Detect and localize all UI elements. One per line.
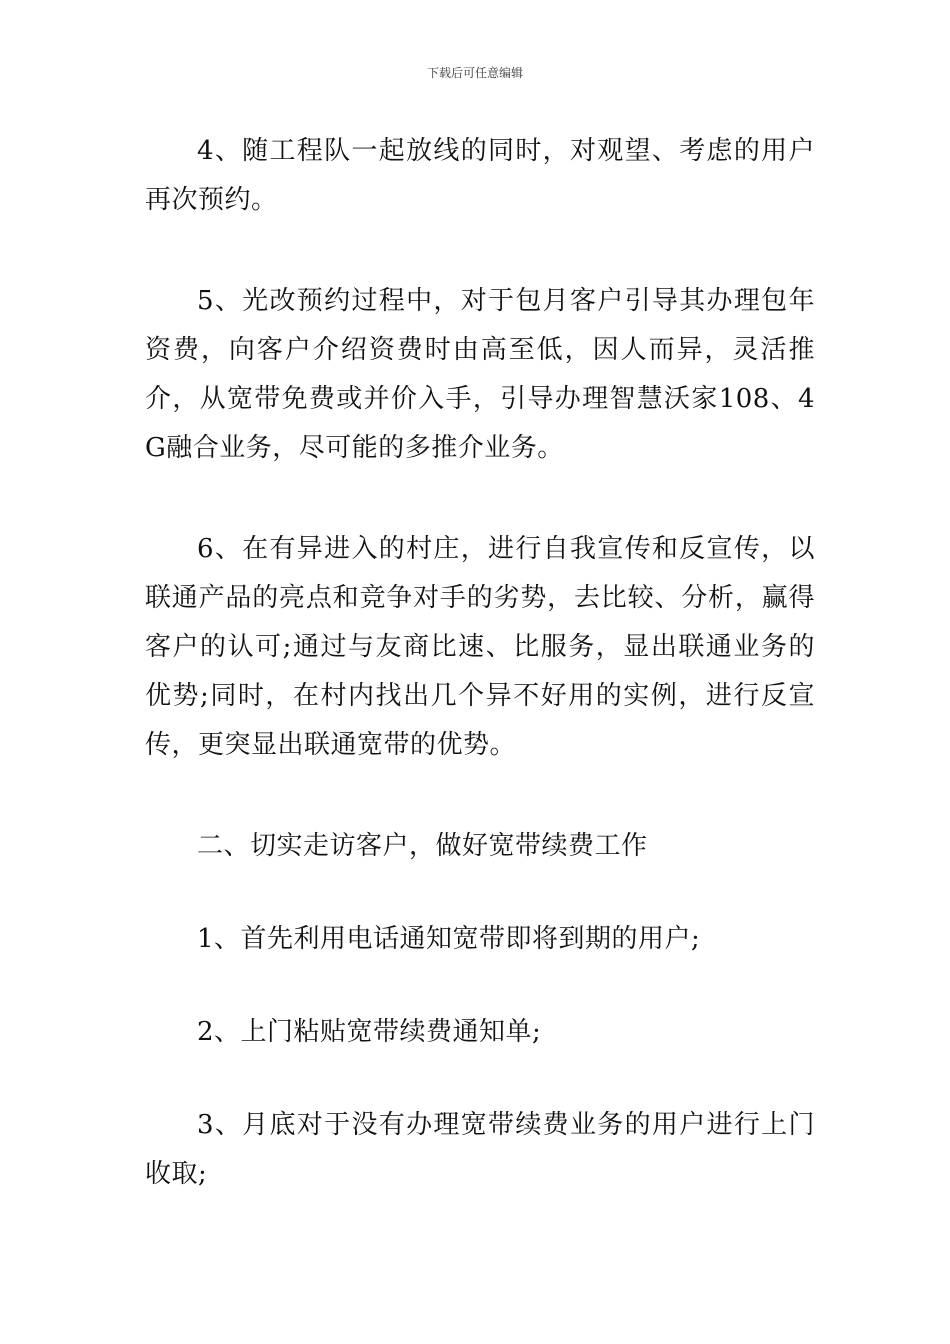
- section-heading-renewal: 二、切实走访客户，做好宽带续费工作: [197, 831, 648, 861]
- paragraph-renewal-step-2: 2、上门粘贴宽带续费通知单;: [197, 1017, 542, 1047]
- document-body: [145, 127, 815, 1251]
- paragraph-item-5-upsell: 5、光改预约过程中，对于包月客户引导其办理包年资费，向客户介绍资费时由高至低，因人而异，灵活推介，从宽带免费或并价入手，引导办理智慧沃家108、4G融合业务，尽可能的多推介业务。: [145, 286, 815, 463]
- page-header-note: 下载后可任意编辑: [426, 66, 523, 80]
- paragraph-item-6-promotion: 6、在有异进入的村庄，进行自我宣传和反宣传，以联通产品的亮点和竞争对手的劣势，去比较、分析，赢得客户的认可;通过与友商比速、比服务，显出联通业务的优势;同时，在村内找出几个异不好用的实例，进行反宣传，更突显出联通宽带的优势。: [145, 534, 815, 760]
- paragraph-renewal-step-3: 3、月底对于没有办理宽带续费业务的用户进行上门收取;: [145, 1110, 815, 1189]
- paragraph-renewal-step-1: 1、首先利用电话通知宽带即将到期的用户;: [197, 924, 701, 954]
- paragraph-item-4-reservation: 4、随工程队一起放线的同时，对观望、考虑的用户再次预约。: [145, 136, 815, 215]
